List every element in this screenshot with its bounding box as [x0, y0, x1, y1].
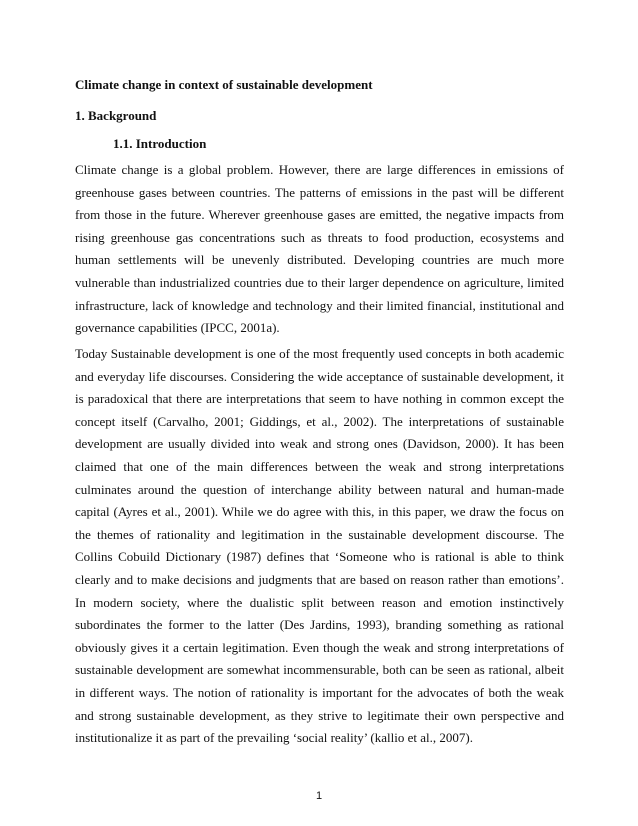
document-title: Climate change in context of sustainable development	[75, 77, 373, 92]
subsection-heading: 1.1. Introduction	[113, 136, 207, 151]
paragraph-sustainable-development: Today Sustainable development is one of the most frequently used concepts in both academic and everyday life discourses. Considering the wide acceptance of sustainable development, it is paradoxical that there are interpretations that seem to have nothing in common except the concept itself (Carvalho, 2001; Giddings, et al., 2002). The interpretations of sustainable development are usually divided into weak and strong ones (Davidson, 2000). It has been claimed that one of the main differences between the weak and strong interpretations culminates around the question of interchange ability between natural and human-made capital (Ayres et al., 2001). While we do agree with this, in this paper, we draw the focus on the themes of rationality and legitimation in the sustainable development discourse. The Collins Cobuild Dictionary (1987) defines that ‘Someone who is rational is able to think clearly and to make decisions and judgments that are based on reason rather than emotions’. In modern society, where the dualistic split between reason and emotion instinctively subordinates the former to the latter (Des Jardins, 1993), branding something as rational obviously gives it a certain legitimation. Even though the weak and strong interpretations of sustainable development are somewhat incommensurable, both can be seen as rational, albeit in different ways. The notion of rationality is important for the advocates of both the weak and strong sustainable development, as they strive to legitimate their own perspective and institutionalize it as part of the prevailing ‘social reality’ (kallio et al., 2007).	[75, 346, 564, 746]
page-number: 1	[315, 790, 323, 802]
paragraph-introduction: Climate change is a global problem. However, there are large differences in emissions of greenhouse gases between countries. The patterns of emissions in the past will be different from those in the future. Wherever greenhouse gases are emitted, the negative impacts from rising greenhouse gas concentrations such as threats to food production, ecosystems and human settlements will be unevenly distributed. Developing countries are much more vulnerable than industrialized countries due to their larger dependence on agriculture, limited infrastructure, lack of knowledge and technology and their limited financial, institutional and governance capabilities (IPCC, 2001a).	[75, 162, 564, 336]
section-heading: 1. Background	[75, 108, 157, 123]
